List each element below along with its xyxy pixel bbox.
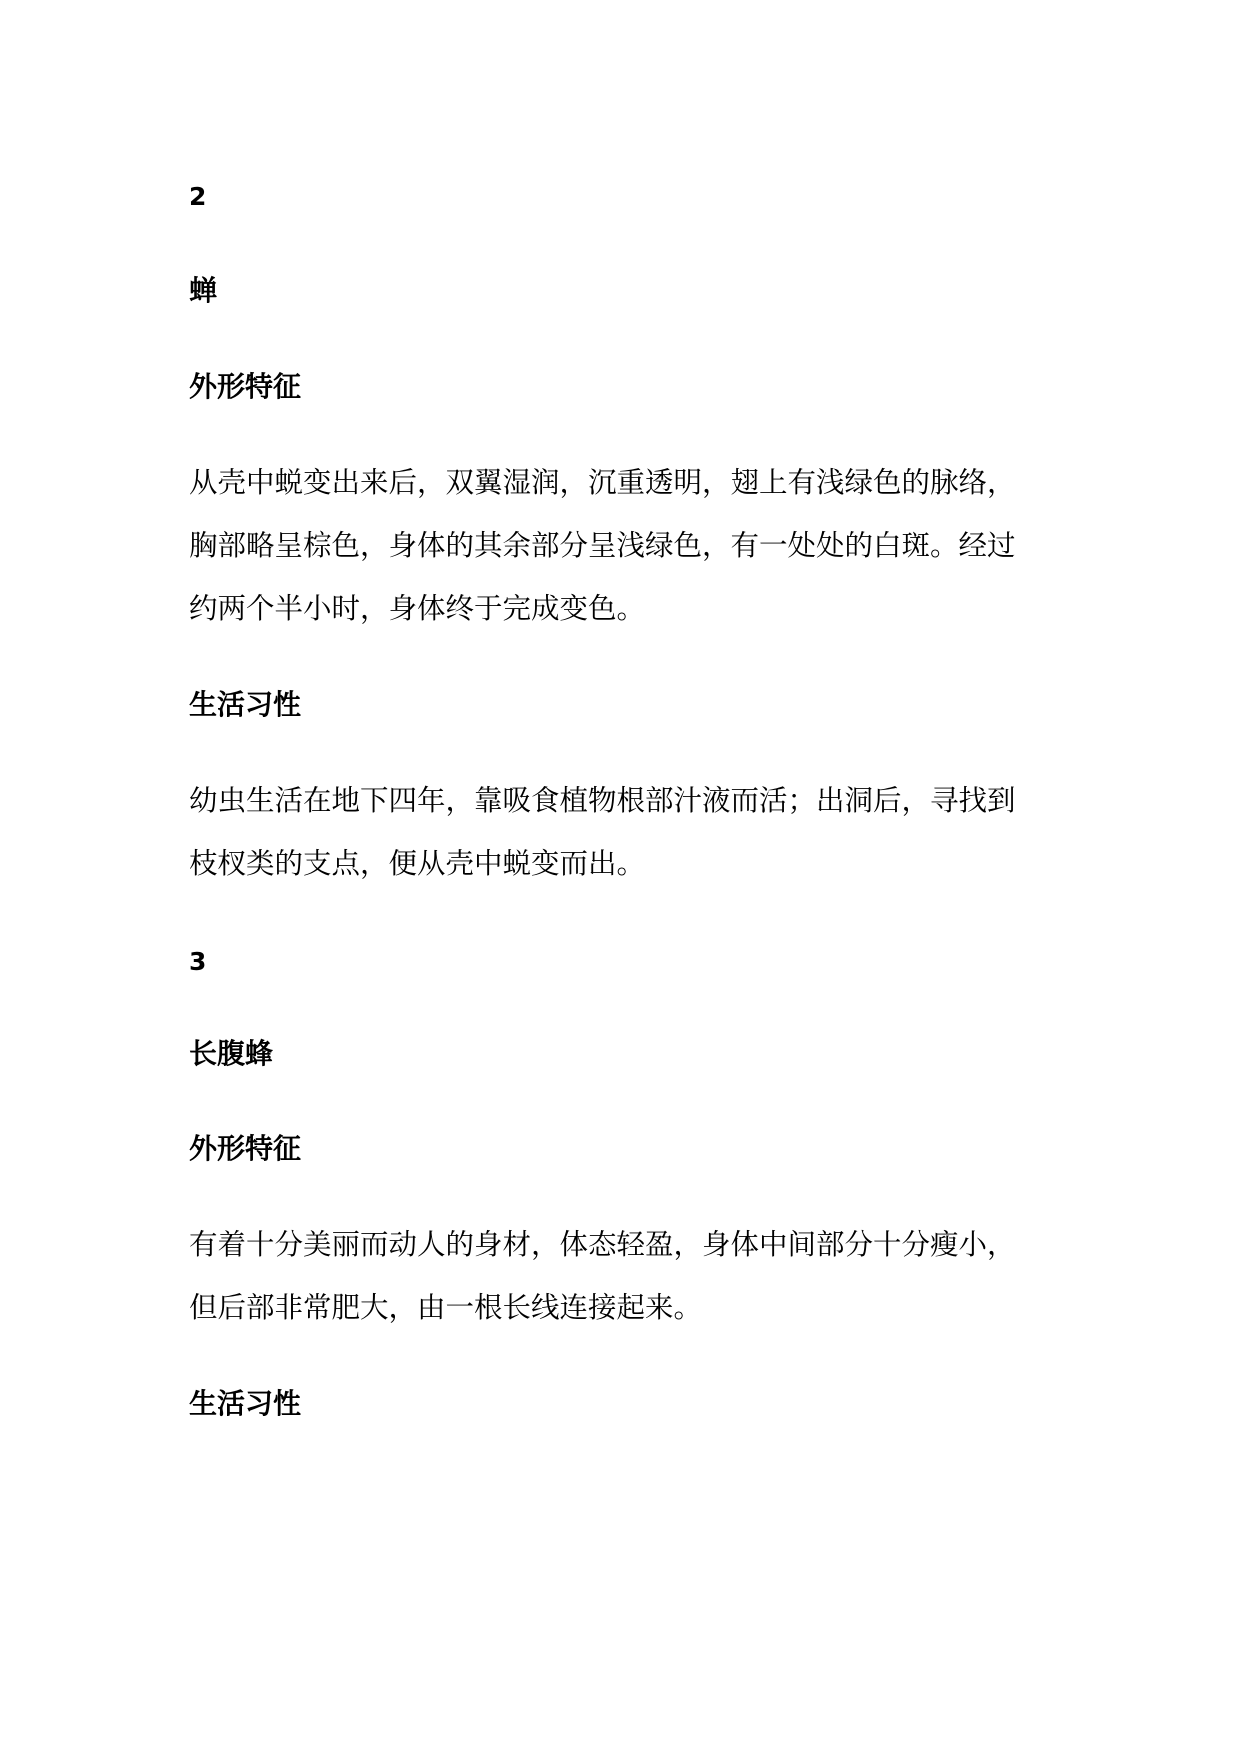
habits-heading: 生活习性: [189, 1387, 302, 1420]
paragraph-line: 幼虫生活在地下四年，靠吸食植物根部汁液而活；出洞后，寻找到: [189, 784, 1016, 817]
paragraph-line: 枝杈类的支点，便从壳中蜕变而出。: [189, 847, 646, 880]
appearance-heading: 外形特征: [189, 1132, 302, 1165]
appearance-heading: 外形特征: [189, 370, 302, 403]
section-number: 2: [189, 182, 207, 211]
paragraph-line: 有着十分美丽而动人的身材，体态轻盈，身体中间部分十分瘦小，: [189, 1228, 1016, 1261]
paragraph-line: 约两个半小时，身体终于完成变色。: [189, 592, 646, 625]
paragraph-line: 从壳中蜕变出来后，双翼湿润，沉重透明，翅上有浅绿色的脉络，: [189, 466, 1016, 499]
habits-heading: 生活习性: [189, 688, 302, 721]
paragraph-line: 但后部非常肥大，由一根长线连接起来。: [189, 1291, 703, 1324]
section-number: 3: [189, 947, 207, 976]
insect-name: 蝉: [189, 274, 218, 307]
paragraph-line: 胸部略呈棕色，身体的其余部分呈浅绿色，有一处处的白斑。经过: [189, 529, 1016, 562]
insect-name: 长腹蜂: [189, 1037, 274, 1070]
